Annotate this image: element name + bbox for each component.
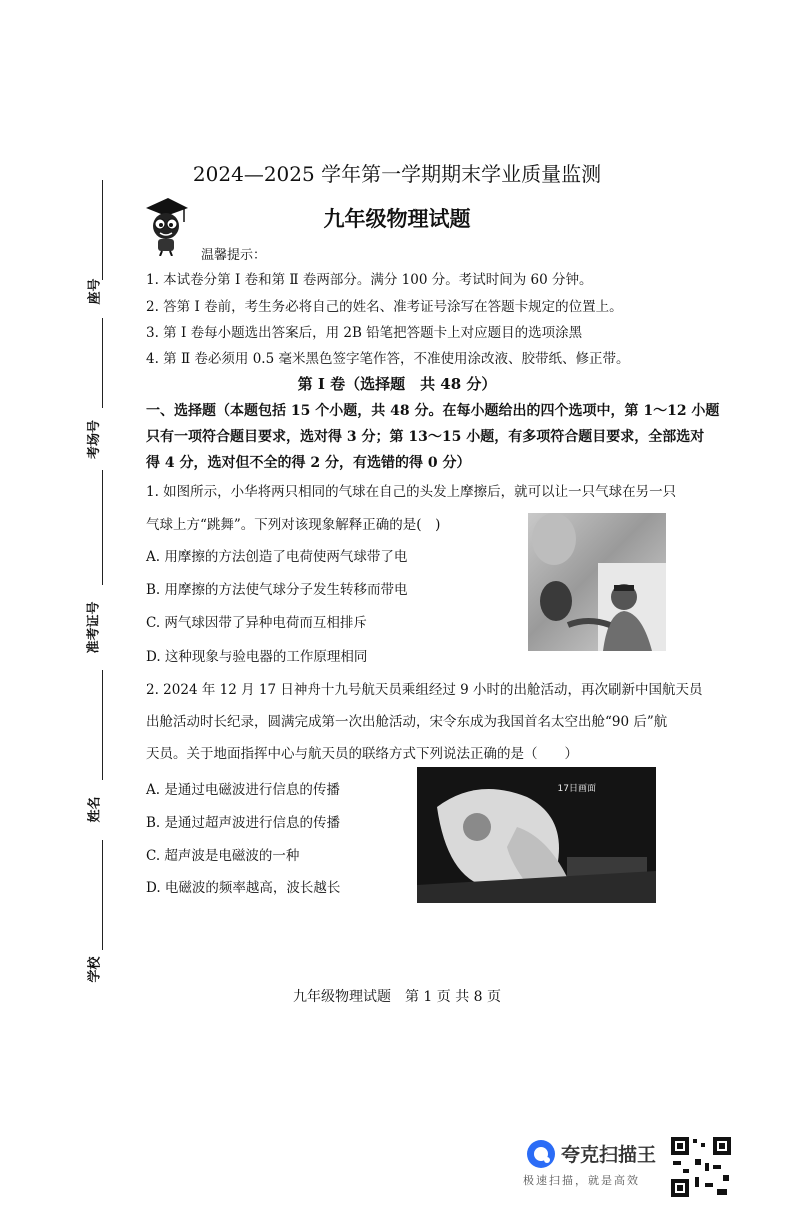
astronaut-photo-caption: 17日画面 [557,784,596,794]
side-label-school: 学校 [87,956,103,983]
question-2-option-c: C. 超声波是电磁波的一种 [146,848,300,864]
side-label-seat: 座号 [87,278,103,305]
page-footer: 九年级物理试题 第 1 页 共 8 页 [292,989,502,1005]
balloon-photo [528,513,666,651]
side-line-4 [102,670,103,780]
question-1-option-a: A. 用摩擦的方法创造了电荷使两气球带了电 [146,549,408,565]
side-line-3 [102,470,103,585]
question-2-stem: 2. 2024 年 12 月 17 日神舟十九号航天员乘组经过 9 小时的出舱活动，再次刷新中国航天员 [146,682,703,698]
question-2-option-b: B. 是通过超声波进行信息的传播 [146,815,341,831]
astronaut-photo-drawing [417,767,656,903]
side-line-5 [102,840,103,950]
question-1-stem: 1. 如图所示，小华将两只相同的气球在自己的头发上摩擦后，就可以让一只气球在另一只 [146,484,677,500]
tip-item: 3. 第 Ⅰ 卷每小题选出答案后，用 2B 铅笔把答题卡上对应题目的选项涂黑 [146,325,583,341]
watermark-slogan: 极速扫描，就是高效 [523,1174,640,1187]
tip-item: 1. 本试卷分第 Ⅰ 卷和第 Ⅱ 卷两部分。满分 100 分。考试时间为 60 分钟。 [146,272,593,288]
question-2-option-d: D. 电磁波的频率越高，波长越长 [146,880,341,896]
qr-code-icon [669,1135,733,1199]
side-label-exam-number: 准考证号 [86,601,102,654]
question-1-option-c: C. 两气球因带了异种电荷而互相排斥 [146,615,367,631]
question-1-option-d: D. 这种现象与验电器的工作原理相同 [146,649,368,665]
question-1-option-b: B. 用摩擦的方法使气球分子发生转移而带电 [146,582,408,598]
balloon-photo-drawing [528,513,666,651]
tip-item: 4. 第 Ⅱ 卷必须用 0.5 毫米黑色签字笔作答，不准使用涂改液、胶带纸、修正带。 [146,351,630,367]
question-2-stem: 天员。关于地面指挥中心与航天员的联络方式下列说法正确的是（ ） [146,746,578,762]
scanner-watermark [521,1136,671,1196]
page-title: 2024—2025 学年第一学期期末学业质量监测 [192,162,602,186]
watermark-brand: 夸克扫描王 [561,1144,657,1166]
quark-logo-icon [525,1138,557,1170]
tips-heading: 温馨提示： [201,248,267,263]
question-2-stem: 出舱活动时长纪录，圆满完成第一次出舱活动，宋令东成为我国首名太空出舱“90 后”航 [146,714,668,730]
tip-item: 2. 答第 Ⅰ 卷前，考生务必将自己的姓名、准考证号涂写在答题卡规定的位置上。 [146,299,623,315]
astronaut-photo [417,767,656,903]
question-1-stem: 气球上方“跳舞”。下列对该现象解释正确的是( ) [146,517,441,533]
section-instructions-line: 得 4 分，选对但不全的得 2 分，有选错的得 0 分） [146,455,471,471]
exam-subtitle: 九年级物理试题 [323,206,471,231]
side-line-2 [102,318,103,408]
side-label-name: 姓名 [87,796,103,823]
section-instructions-line: 一、选择题（本题包括 15 个小题，共 48 分。在每小题给出的四个选项中，第 1～12 小题 [146,403,720,419]
section-instructions-line: 只有一项符合题目要求，选对得 3 分；第 13～15 小题，有多项符合题目要求，全部选对 [146,429,705,445]
question-2-option-a: A. 是通过电磁波进行信息的传播 [146,782,340,798]
section-title: 第 Ⅰ 卷（选择题 共 48 分） [297,375,497,393]
side-label-room: 考场号 [87,419,103,460]
